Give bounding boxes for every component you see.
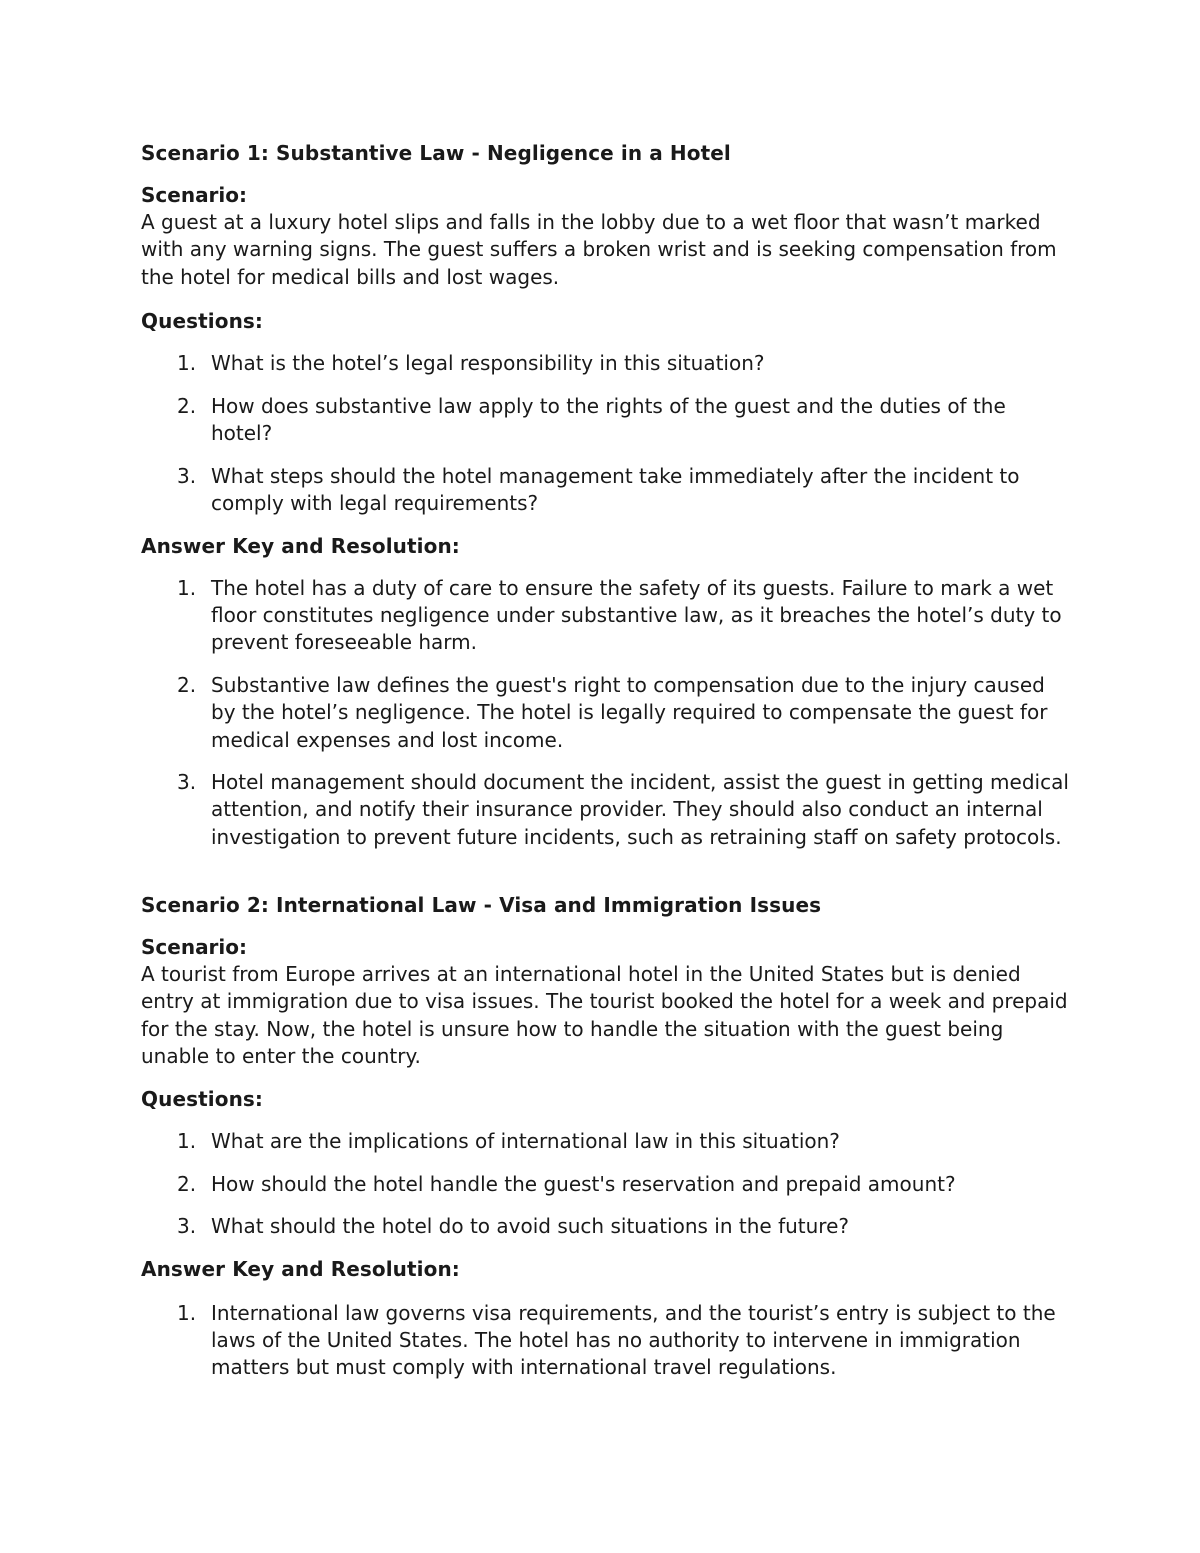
scenario-1-answers-list xyxy=(141,575,1071,866)
list-number: 1. xyxy=(177,1129,197,1153)
scenario-1-questions-heading: Questions: xyxy=(141,309,264,333)
list-item xyxy=(141,1300,1071,1382)
list-item xyxy=(141,463,1071,517)
answer-text: The hotel has a duty of care to ensure the safety of its guests. Failure to mark a wet floor constitutes negligence under substantive law, as it breaches the hotel’s duty to prevent foreseeable harm. xyxy=(211,576,1062,655)
question-text: What is the hotel’s legal responsibility in this situation? xyxy=(211,351,765,375)
scenario-1-questions-list xyxy=(141,350,1071,533)
list-item xyxy=(141,1171,1071,1198)
scenario-1-answers-heading: Answer Key and Resolution: xyxy=(141,534,460,558)
scenario-2-answers-heading: Answer Key and Resolution: xyxy=(141,1257,460,1281)
list-number: 3. xyxy=(177,770,197,795)
list-number: 2. xyxy=(177,673,197,698)
answer-text: Substantive law defines the guest's right to compensation due to the injury caused by the hotel’s negligence. The hotel is legally required to compensate the guest for medical expenses and lost income. xyxy=(211,673,1048,752)
scenario-2-answers-list xyxy=(141,1300,1071,1397)
scenario-2-text: A tourist from Europe arrives at an international hotel in the United States but is denied entry at immigration due to visa issues. The tourist booked the hotel for a week and prepaid for the stay. Now, the hotel is unsure how to handle the situation with the guest being unable to enter the country. xyxy=(141,962,1068,1068)
list-number: 3. xyxy=(177,1214,197,1239)
scenario-2-questions-list xyxy=(141,1128,1071,1256)
list-item xyxy=(141,575,1071,657)
scenario-1-text: A guest at a luxury hotel slips and falls in the lobby due to a wet floor that wasn’t marked with any warning signs. The guest suffers a broken wrist and is seeking compensation from the hotel for medical bills and lost wages. xyxy=(141,210,1057,289)
question-text: What should the hotel do to avoid such situations in the future? xyxy=(211,1214,850,1239)
list-number: 1. xyxy=(177,351,197,375)
list-item xyxy=(141,1128,1071,1155)
question-text: How does substantive law apply to the rights of the guest and the duties of the hotel? xyxy=(211,393,1006,445)
list-item xyxy=(141,769,1071,851)
scenario-1-title: Scenario 1: Substantive Law - Negligence in a Hotel xyxy=(141,141,731,165)
scenario-2-questions-heading: Questions: xyxy=(141,1087,264,1111)
question-text: What are the implications of international law in this situation? xyxy=(211,1129,840,1153)
answer-text: International law governs visa requirements, and the tourist’s entry is subject to the laws of the United States. The hotel has no authority to intervene in immigration matters but must comply with international travel regulations. xyxy=(211,1301,1056,1380)
question-text: How should the hotel handle the guest's reservation and prepaid amount? xyxy=(211,1171,956,1196)
list-number: 3. xyxy=(177,463,197,488)
scenario-2-title: Scenario 2: International Law - Visa and Immigration Issues xyxy=(141,893,822,917)
list-number: 1. xyxy=(177,1301,197,1325)
list-item xyxy=(141,350,1071,377)
scenario-1-description xyxy=(141,182,1071,291)
list-number: 2. xyxy=(177,393,197,418)
list-number: 1. xyxy=(177,576,197,600)
list-number: 2. xyxy=(177,1171,197,1196)
question-text: What steps should the hotel management take immediately after the incident to comply with legal requirements? xyxy=(211,463,1020,515)
answer-text: Hotel management should document the incident, assist the guest in getting medical attention, and notify their insurance provider. They should also conduct an internal investigation to prevent future incidents, such as retraining staff on safety protocols. xyxy=(211,770,1069,849)
scenario-2-description xyxy=(141,934,1071,1070)
list-item xyxy=(141,1213,1071,1240)
scenario-2-label: Scenario: xyxy=(141,935,248,959)
list-item xyxy=(141,393,1071,447)
list-item xyxy=(141,672,1071,754)
scenario-1-label: Scenario: xyxy=(141,183,248,207)
